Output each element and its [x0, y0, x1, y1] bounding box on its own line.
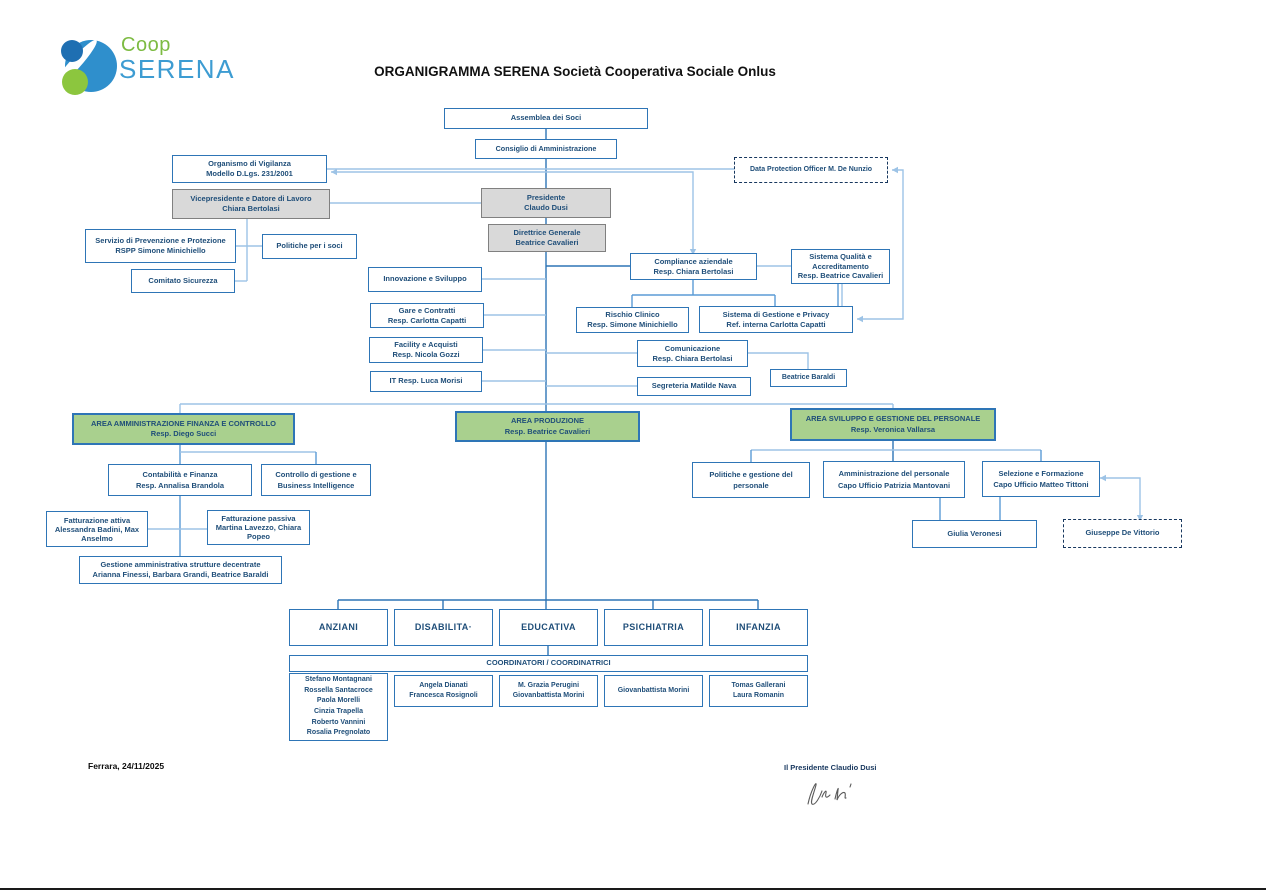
node-controllo-gestione-bi-line: Business Intelligence [277, 481, 355, 490]
node-coordinatori-educativa-line: Giovanbattista Morini [512, 692, 585, 699]
node-facility-acquisti [369, 337, 483, 363]
node-presidente [481, 188, 611, 218]
node-fatturazione-passiva [207, 510, 310, 545]
node-it-resp [370, 371, 482, 392]
node-contabilita-finanza [108, 464, 252, 496]
node-segreteria [637, 377, 751, 396]
node-assemblea-soci-line: Assemblea dei Soci [510, 113, 582, 123]
node-consiglio-amministrazione [475, 139, 617, 159]
node-consiglio-amministrazione-line: Consiglio di Amministrazione [495, 143, 597, 153]
node-gare-contratti-line: Resp. Carlotta Capatti [387, 315, 467, 325]
node-giulia-veronesi-line: Giulia Veronesi [947, 528, 1002, 538]
node-gare-contratti-line: Gare e Contratti [398, 305, 456, 315]
node-area-amministrazione-finanza-controllo [72, 413, 295, 445]
node-sistema-qualita-accreditamento-line: Sistema Qualità e [809, 252, 872, 262]
node-servizio-prevenzione-protezione [85, 229, 236, 263]
node-gestione-amministrativa-strutture-line: Arianna Finessi, Barbara Grandi, Beatrice Baraldi [92, 570, 269, 579]
node-area-anziani-line: ANZIANI [318, 622, 359, 633]
node-area-infanzia [709, 609, 808, 646]
node-rischio-clinico-line: Rischio Clinico [605, 310, 660, 320]
node-amministrazione-personale-line: Amministrazione del personale [838, 469, 950, 479]
node-politiche-per-i-soci [262, 234, 357, 259]
node-it-resp-line: IT Resp. Luca Morisi [389, 376, 463, 386]
node-selezione-formazione-line: Capo Ufficio Matteo Tittoni [993, 480, 1089, 489]
node-presidente-line: Presidente [526, 192, 566, 202]
node-area-amministrazione-finanza-controllo-line: Resp. Diego Succi [150, 429, 217, 438]
node-beatrice-baraldi-line: Beatrice Baraldi [781, 374, 836, 382]
node-area-sviluppo-gestione-personale [790, 408, 996, 441]
node-innovazione-sviluppo-line: Innovazione e Sviluppo [383, 274, 467, 284]
node-coordinatori-anziani-line: Stefano Montagnani [305, 676, 372, 684]
node-sistema-gestione-privacy-line: Ref. interna Carlotta Capatti [726, 319, 826, 329]
node-comunicazione-line: Comunicazione [664, 343, 721, 353]
place-date: Ferrara, 24/11/2025 [88, 761, 165, 771]
node-direttrice-generale-line: Direttrice Generale [513, 227, 581, 237]
president-signature-image [800, 776, 856, 817]
node-area-anziani [289, 609, 388, 646]
node-coordinatori-disabilita-line: Francesca Rosignoli [409, 692, 478, 699]
node-selezione-formazione [982, 461, 1100, 497]
node-assemblea-soci [444, 108, 648, 129]
node-politiche-gestione-personale [692, 462, 810, 498]
node-giuseppe-de-vittorio-line: Giuseppe De Vittorio [1085, 528, 1160, 538]
node-coordinatori-psichiatria [604, 675, 703, 707]
node-politiche-gestione-personale-line: Politiche e gestione del [709, 469, 793, 479]
page-title: ORGANIGRAMMA SERENA Società Cooperativa Sociale Onlus [374, 64, 776, 79]
node-coordinatori-anziani-line: Cinzia Trapella [313, 708, 364, 715]
node-amministrazione-personale-line: Capo Ufficio Patrizia Mantovani [837, 480, 951, 490]
node-fatturazione-attiva-line: Anselmo [81, 533, 113, 543]
node-coordinatori-banner [289, 655, 808, 672]
node-area-sviluppo-gestione-personale-line: Resp. Veronica Vallarsa [850, 424, 936, 434]
node-direttrice-generale-line: Beatrice Cavalieri [515, 238, 579, 247]
node-direttrice-generale [488, 224, 606, 252]
node-sistema-gestione-privacy [699, 306, 853, 333]
node-fatturazione-attiva [46, 511, 148, 547]
node-coordinatori-educativa [499, 675, 598, 707]
node-coordinatori-anziani-line: Paola Morelli [316, 697, 361, 705]
coop-serena-logo [57, 36, 257, 100]
coop-serena-logo-mark [57, 36, 119, 100]
node-coordinatori-psichiatria-line: Giovanbattista Morini [617, 687, 690, 695]
node-segreteria-line: Segreteria Matilde Nava [651, 381, 737, 391]
node-giulia-veronesi [912, 520, 1037, 548]
node-innovazione-sviluppo [368, 267, 482, 292]
node-coordinatori-infanzia-line: Tomas Gallerani [731, 681, 786, 689]
node-rischio-clinico [576, 307, 689, 333]
node-facility-acquisti-line: Facility e Acquisti [394, 340, 458, 350]
node-vicepresidente-line: Vicepresidente e Datore di Lavoro [190, 193, 312, 203]
connector-line [1100, 478, 1140, 515]
node-amministrazione-personale [823, 461, 965, 498]
node-gestione-amministrativa-strutture-line: Gestione amministrativa strutture decentrate [100, 559, 261, 569]
logo-text-coop: Coop [121, 34, 171, 56]
node-coordinatori-anziani-line: Roberto Vannini [311, 718, 366, 726]
node-area-amministrazione-finanza-controllo-line: AREA AMMINISTRAZIONE FINANZA E CONTROLLO [91, 418, 276, 428]
node-data-protection-officer-line: Data Protection Officer M. De Nunzio [749, 166, 873, 174]
logo-text-serena: SERENA [119, 54, 235, 84]
node-vicepresidente [172, 189, 330, 219]
connector-arrowhead [1100, 475, 1106, 481]
node-coordinatori-disabilita-line: Angela Dianati [419, 681, 468, 689]
node-comunicazione [637, 340, 748, 367]
node-area-produzione-line: AREA PRODUZIONE [510, 416, 585, 425]
president-signature-label: Il Presidente Claudio Dusi [784, 763, 877, 772]
node-sistema-qualita-accreditamento-line: Resp. Beatrice Cavalieri [797, 271, 884, 281]
connector-arrowhead [892, 167, 898, 173]
node-fatturazione-passiva-line: Popeo [247, 532, 270, 541]
node-coordinatori-banner-line: COORDINATORI / COORDINATRICI [486, 658, 611, 668]
node-area-disabilita [394, 609, 493, 646]
node-coordinatori-anziani [289, 673, 388, 741]
node-giuseppe-de-vittorio [1063, 519, 1182, 548]
node-organismo-vigilanza-line: Organismo di Vigilanza [208, 158, 291, 168]
node-compliance-aziendale-line: Resp. Chiara Bertolasi [653, 266, 734, 276]
node-fatturazione-passiva-line: Fatturazione passiva [221, 514, 296, 523]
node-fatturazione-passiva-line: Martina Lavezzo, Chiara [215, 523, 302, 532]
node-politiche-per-i-soci-line: Politiche per i soci [276, 241, 343, 251]
node-fatturazione-attiva-line: Fatturazione attiva [63, 515, 131, 525]
node-comitato-sicurezza [131, 269, 235, 293]
node-area-infanzia-line: INFANZIA [736, 622, 781, 633]
node-area-educativa [499, 609, 598, 646]
node-data-protection-officer [734, 157, 888, 183]
node-coordinatori-infanzia [709, 675, 808, 707]
node-coordinatori-disabilita [394, 675, 493, 707]
node-presidente-line: Claudo Dusi [524, 203, 568, 212]
node-controllo-gestione-bi-line: Controllo di gestione e [275, 469, 357, 479]
node-compliance-aziendale-line: Compliance aziendale [654, 256, 733, 266]
node-comunicazione-line: Resp. Chiara Bertolasi [652, 353, 733, 363]
node-coordinatori-infanzia-line: Laura Romanin [733, 692, 784, 699]
node-gestione-amministrativa-strutture [79, 556, 282, 584]
node-area-disabilita-line: DISABILITA· [414, 622, 473, 633]
node-sistema-gestione-privacy-line: Sistema di Gestione e Privacy [722, 309, 830, 319]
node-controllo-gestione-bi [261, 464, 371, 496]
node-organismo-vigilanza [172, 155, 327, 183]
node-vicepresidente-line: Chiara Bertolasi [222, 204, 280, 213]
connector-arrowhead [857, 316, 863, 322]
node-politiche-gestione-personale-line: personale [733, 481, 769, 490]
node-comitato-sicurezza-line: Comitato Sicurezza [148, 275, 218, 285]
node-contabilita-finanza-line: Resp. Annalisa Brandola [135, 481, 225, 490]
node-compliance-aziendale [630, 253, 757, 280]
node-area-educativa-line: EDUCATIVA [521, 622, 576, 633]
node-sistema-qualita-accreditamento [791, 249, 890, 284]
node-selezione-formazione-line: Selezione e Formazione [998, 468, 1084, 478]
node-coordinatori-educativa-line: M. Grazia Perugini [517, 681, 580, 689]
node-contabilita-finanza-line: Contabilità e Finanza [142, 469, 218, 479]
node-beatrice-baraldi [770, 369, 847, 387]
node-servizio-prevenzione-protezione-line: Servizio di Prevenzione e Protezione [95, 236, 226, 246]
node-organismo-vigilanza-line: Modello D.Lgs. 231/2001 [206, 169, 293, 178]
node-area-produzione [455, 411, 640, 442]
connector-line [857, 170, 903, 319]
node-area-psichiatria-line: PSICHIATRIA [622, 622, 685, 633]
node-facility-acquisti-line: Resp. Nicola Gozzi [392, 350, 460, 359]
node-fatturazione-attiva-line: Alessandra Badini, Max [54, 524, 140, 534]
node-area-produzione-line: Resp. Beatrice Cavalieri [504, 426, 591, 436]
node-area-psichiatria [604, 609, 703, 646]
connector-line [748, 353, 808, 369]
node-sistema-qualita-accreditamento-line: Accreditamento [812, 261, 869, 271]
node-area-sviluppo-gestione-personale-line: AREA SVILUPPO E GESTIONE DEL PERSONALE [805, 414, 981, 423]
node-coordinatori-anziani-line: Rosalia Pregnolato [306, 729, 371, 737]
node-rischio-clinico-line: Resp. Simone Minichiello [587, 320, 678, 329]
connector-arrowhead [331, 169, 337, 175]
node-coordinatori-anziani-line: Rossella Santacroce [304, 686, 373, 694]
node-servizio-prevenzione-protezione-line: RSPP Simone Minichiello [115, 246, 206, 255]
node-gare-contratti [370, 303, 484, 328]
